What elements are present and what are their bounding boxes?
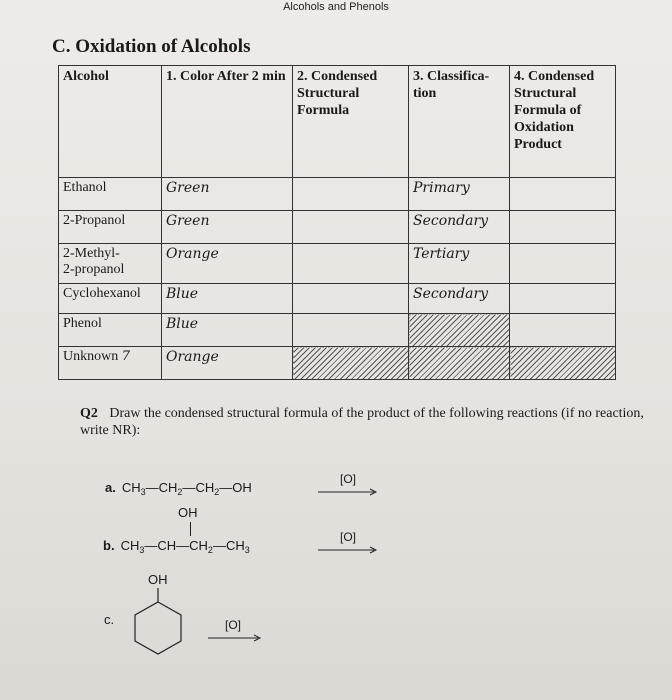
header-color: 1. Color After 2 min xyxy=(162,66,293,178)
subscript: 2 xyxy=(207,545,213,555)
question-number: Q2 xyxy=(80,406,98,421)
structural-formula-cell[interactable] xyxy=(293,284,409,314)
color-entry[interactable]: Orange xyxy=(162,347,293,380)
question-text: Draw the condensed structural formula of the product of the following reactions (if no reaction, write NR): xyxy=(80,406,644,438)
carbon-group: CH xyxy=(195,480,215,495)
table-row xyxy=(59,284,616,314)
reaction-b: b. $CH_3—CH—CH_2—CH_3$ xyxy=(103,538,250,555)
product-formula-cell[interactable] xyxy=(510,314,616,347)
carbon-group: CH xyxy=(225,538,245,553)
color-entry[interactable]: Orange xyxy=(162,244,293,284)
header-oxidation-product: 4. Condensed Structural Formula of Oxidation Product xyxy=(510,66,616,178)
cyclohexane-ring-icon xyxy=(128,588,188,660)
classification-entry[interactable]: Tertiary xyxy=(409,244,510,284)
classification-entry[interactable]: Secondary xyxy=(409,211,510,244)
alcohol-name: Ethanol xyxy=(63,180,107,195)
table-row xyxy=(59,178,616,211)
header-alcohol: Alcohol xyxy=(59,66,162,178)
table-row xyxy=(59,347,616,380)
reaction-a: a. $CH_3—CH_2—CH_2—OH$ xyxy=(105,480,252,497)
header-classification: 3. Classifica-tion xyxy=(409,66,510,178)
oxidation-table xyxy=(58,65,616,380)
reagent-label: [O] xyxy=(339,530,356,544)
product-formula-cell[interactable] xyxy=(510,211,616,244)
vertical-bond xyxy=(190,522,191,536)
subscript: 2 xyxy=(177,487,183,497)
alcohol-name: Phenol xyxy=(63,316,102,331)
table-row xyxy=(59,314,616,347)
reaction-label: b. xyxy=(103,538,115,553)
classification-entry[interactable]: Primary xyxy=(409,178,510,211)
carbon-group: CH xyxy=(157,538,177,553)
carbon-group: CH xyxy=(189,538,208,553)
carbon-group: CH xyxy=(121,480,141,495)
structural-formula-cell[interactable] xyxy=(293,314,409,347)
product-formula-cell[interactable] xyxy=(510,284,616,314)
arrow-icon xyxy=(208,634,268,642)
hatched-cell xyxy=(409,347,510,380)
alcohol-name: Unknown xyxy=(63,349,119,364)
hatched-cell xyxy=(409,314,510,347)
question-2 xyxy=(80,405,665,439)
alcohol-name: Cyclohexanol xyxy=(63,286,141,301)
subscript: 3 xyxy=(140,487,146,497)
header-structural-formula: 2. Condensed Structural Formula xyxy=(293,66,409,178)
section-title: C. Oxidation of Alcohols xyxy=(52,36,251,57)
subscript: 3 xyxy=(139,545,145,555)
unknown-number: 7 xyxy=(121,349,131,364)
table-header-row xyxy=(59,66,616,178)
subscript: 3 xyxy=(244,545,250,555)
structural-formula-cell[interactable] xyxy=(293,178,409,211)
carbon-group: CH xyxy=(158,480,178,495)
color-entry[interactable]: Green xyxy=(162,211,293,244)
product-formula-cell[interactable] xyxy=(510,178,616,211)
table-row xyxy=(59,244,616,284)
reagent-label: [O] xyxy=(224,618,241,632)
structural-formula-cell[interactable] xyxy=(293,211,409,244)
table-row xyxy=(59,211,616,244)
color-entry[interactable]: Blue xyxy=(162,284,293,314)
hydroxyl-group: OH xyxy=(232,480,252,495)
arrow-icon xyxy=(318,488,378,496)
hydroxyl-substituent: OH xyxy=(148,572,168,587)
carbon-group: CH xyxy=(120,538,140,553)
alcohol-name-line2: 2-propanol xyxy=(63,262,125,277)
alcohol-name: 2-Propanol xyxy=(63,213,126,228)
structural-formula-cell[interactable] xyxy=(293,244,409,284)
classification-entry[interactable]: Secondary xyxy=(409,284,510,314)
reagent-label: [O] xyxy=(339,472,356,486)
subscript: 2 xyxy=(214,487,220,497)
arrow-icon xyxy=(318,546,378,554)
hydroxyl-substituent: OH xyxy=(178,505,198,520)
reaction-label: a. xyxy=(105,480,116,495)
hatched-cell xyxy=(293,347,409,380)
alcohol-name-line1: 2-Methyl- xyxy=(63,246,120,261)
reaction-label: c. xyxy=(104,612,115,627)
product-formula-cell[interactable] xyxy=(510,244,616,284)
color-entry[interactable]: Blue xyxy=(162,314,293,347)
page-header: Alcohols and Phenols xyxy=(283,1,389,13)
hatched-cell xyxy=(510,347,616,380)
color-entry[interactable]: Green xyxy=(162,178,293,211)
